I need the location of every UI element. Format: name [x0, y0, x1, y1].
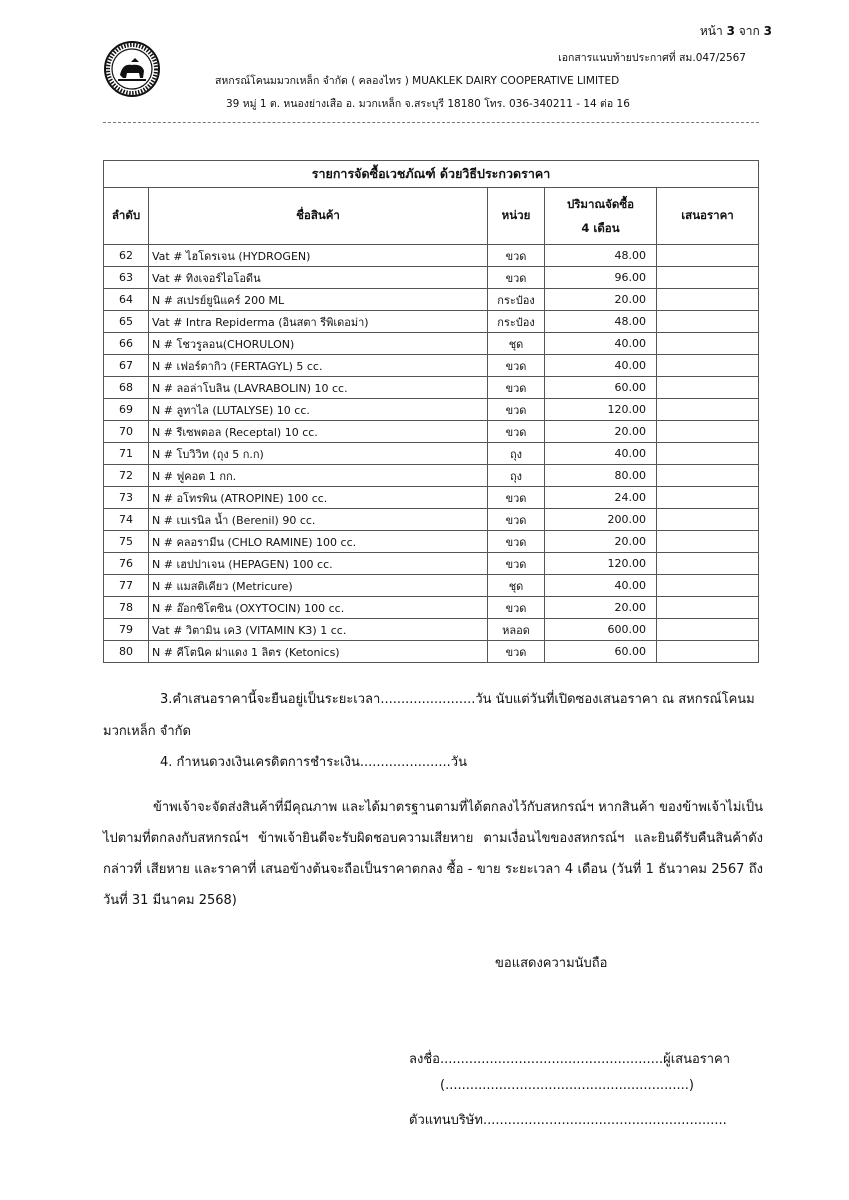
- cell-unit: ขวด: [488, 509, 545, 531]
- cell-price: [657, 377, 759, 399]
- cell-name: N # ลอล่าโบลิน (LAVRABOLIN) 10 cc.: [149, 377, 488, 399]
- cell-no: 78: [104, 597, 149, 619]
- cell-qty: 96.00: [545, 267, 657, 289]
- organization-name: สหกรณ์โคนมมวกเหล็ก จำกัด ( คลองไทร ) MUAKLEK DAIRY COOPERATIVE LIMITED: [215, 75, 620, 87]
- cell-name: N # โบวิวิท (ถุง 5 ก.ก): [149, 443, 488, 465]
- cell-unit: ชุด: [488, 333, 545, 355]
- cell-name: N # รีเซพตอล (Receptal) 10 cc.: [149, 421, 488, 443]
- cell-price: [657, 575, 759, 597]
- table-row: [104, 399, 759, 421]
- procurement-table: [103, 160, 759, 663]
- cell-no: 66: [104, 333, 149, 355]
- page-of-label: จาก: [738, 24, 760, 38]
- cell-name: N # คลอรามีน (CHLO RAMINE) 100 cc.: [149, 531, 488, 553]
- cell-name: Vat # Intra Repiderma (อินสตา รีพิเดอม่า): [149, 311, 488, 333]
- cell-unit: ขวด: [488, 531, 545, 553]
- cell-unit: หลอด: [488, 619, 545, 641]
- cell-qty: 40.00: [545, 333, 657, 355]
- signature-line: ลงชื่อ......................................................ผู้เสนอราคา: [409, 1052, 731, 1067]
- document-reference: เอกสารแนบท้ายประกาศที่ สม.047/2567: [558, 52, 746, 64]
- cell-name: N # คีโตนิค ฝาแดง 1 ลิตร (Ketonics): [149, 641, 488, 663]
- page-label: หน้า: [699, 24, 723, 38]
- cell-no: 70: [104, 421, 149, 443]
- table-row: [104, 245, 759, 267]
- table-row: [104, 311, 759, 333]
- cell-unit: ขวด: [488, 267, 545, 289]
- clause-4: 4. กำหนดวงเงินเครดิตการชำระเงิน......................วัน: [160, 755, 467, 770]
- cell-unit: ขวด: [488, 399, 545, 421]
- cell-name: N # อโทรพิน (ATROPINE) 100 cc.: [149, 487, 488, 509]
- cell-name: N # แมสติเคียว (Metricure): [149, 575, 488, 597]
- cell-unit: ขวด: [488, 641, 545, 663]
- table-row: [104, 355, 759, 377]
- cell-unit: ถุง: [488, 443, 545, 465]
- cell-qty: 20.00: [545, 531, 657, 553]
- cell-qty: 48.00: [545, 245, 657, 267]
- cell-qty: 20.00: [545, 289, 657, 311]
- cell-name: Vat # ไฮโดรเจน (HYDROGEN): [149, 245, 488, 267]
- cooperative-logo-icon: [103, 40, 161, 98]
- cell-no: 79: [104, 619, 149, 641]
- cell-price: [657, 311, 759, 333]
- cell-qty: 20.00: [545, 597, 657, 619]
- cell-price: [657, 641, 759, 663]
- agreement-paragraph: [103, 792, 763, 916]
- table-row: [104, 267, 759, 289]
- cell-qty: 120.00: [545, 553, 657, 575]
- cell-no: 71: [104, 443, 149, 465]
- cell-price: [657, 465, 759, 487]
- table-row: [104, 443, 759, 465]
- signature-name-line: (...........................................................): [440, 1078, 694, 1093]
- table-row: [104, 641, 759, 663]
- cell-qty: 600.00: [545, 619, 657, 641]
- company-representative-line: ตัวแทนบริษัท...........................................................: [409, 1113, 727, 1128]
- cell-unit: กระป๋อง: [488, 289, 545, 311]
- cell-price: [657, 267, 759, 289]
- cell-no: 76: [104, 553, 149, 575]
- header-qty-line1: ปริมาณจัดซื้อ: [566, 197, 635, 211]
- cell-name: N # เบเรนิล น้ำ (Berenil) 90 cc.: [149, 509, 488, 531]
- cell-qty: 40.00: [545, 443, 657, 465]
- table-row: [104, 553, 759, 575]
- table-row: [104, 575, 759, 597]
- table-row: [104, 333, 759, 355]
- cell-name: Vat # วิตามิน เค3 (VITAMIN K3) 1 cc.: [149, 619, 488, 641]
- cell-unit: ถุง: [488, 465, 545, 487]
- cell-no: 75: [104, 531, 149, 553]
- cell-name: N # อ๊อกซิโตซิน (OXYTOCIN) 100 cc.: [149, 597, 488, 619]
- cell-unit: ขวด: [488, 487, 545, 509]
- page-current: 3: [726, 24, 735, 38]
- cell-name: N # โชวรูลอน(CHORULON): [149, 333, 488, 355]
- cell-unit: ขวด: [488, 553, 545, 575]
- cell-no: 63: [104, 267, 149, 289]
- cell-name: N # สเปรย์ยูนิแคร์ 200 ML: [149, 289, 488, 311]
- cell-qty: 60.00: [545, 377, 657, 399]
- organization-address: 39 หมู่ 1 ต. หนองย่างเสือ อ. มวกเหล็ก จ.สระบุรี 18180 โทร. 036-340211 - 14 ต่อ 16: [226, 98, 630, 110]
- cell-no: 67: [104, 355, 149, 377]
- cell-unit: ชุด: [488, 575, 545, 597]
- closing-salutation: ขอแสดงความนับถือ: [495, 956, 608, 971]
- cell-qty: 120.00: [545, 399, 657, 421]
- cell-qty: 40.00: [545, 355, 657, 377]
- header-qty-line2: 4 เดือน: [581, 221, 620, 235]
- agreement-text: ข้าพเจ้าจะจัดส่งสินค้าที่มีคุณภาพ และได้มาตรฐานตามที่ได้ตกลงไว้กับสหกรณ์ฯ หากสินค้า ของข้าพเจ้าไม่เป็นไปตามที่ตกลงกับสหกรณ์ฯ ข้าพเจ้ายินดีจะรับผิดชอบความเสียหาย ตามเงื่อนไขของสหกรณ์ฯ และยินดีรับคืนสินค้าดังกล่าวที่ เสียหาย และราคาที่ เสนอข้างต้นจะถือเป็นราคาตกลง ซื้อ - ขาย ระยะเวลา 4 เดือน (วันที่ 1 ธันวาคม 2567 ถึงวันที่ 31 มีนาคม 2568): [103, 800, 763, 908]
- cell-price: [657, 597, 759, 619]
- cell-no: 68: [104, 377, 149, 399]
- cell-unit: ขวด: [488, 355, 545, 377]
- cell-name: N # เฟอร์ตากิว (FERTAGYL) 5 cc.: [149, 355, 488, 377]
- cell-unit: ขวด: [488, 377, 545, 399]
- cell-name: N # ฟูคอต 1 กก.: [149, 465, 488, 487]
- cell-name: N # ลูทาไล (LUTALYSE) 10 cc.: [149, 399, 488, 421]
- cell-qty: 200.00: [545, 509, 657, 531]
- cell-price: [657, 553, 759, 575]
- table-title: รายการจัดซื้อเวชภัณฑ์ ด้วยวิธีประกวดราคา: [104, 161, 759, 188]
- table-row: [104, 619, 759, 641]
- cell-unit: ขวด: [488, 421, 545, 443]
- table-row: [104, 509, 759, 531]
- cell-unit: กระป๋อง: [488, 311, 545, 333]
- cell-qty: 48.00: [545, 311, 657, 333]
- table-row: [104, 465, 759, 487]
- cell-qty: 20.00: [545, 421, 657, 443]
- cell-no: 64: [104, 289, 149, 311]
- table-row: [104, 289, 759, 311]
- cell-unit: ขวด: [488, 597, 545, 619]
- header-price: เสนอราคา: [657, 188, 759, 245]
- cell-no: 69: [104, 399, 149, 421]
- table-row: [104, 377, 759, 399]
- cell-price: [657, 289, 759, 311]
- cell-name: Vat # ทิงเจอร์ไอโอดีน: [149, 267, 488, 289]
- cell-no: 77: [104, 575, 149, 597]
- cell-no: 62: [104, 245, 149, 267]
- table-row: [104, 597, 759, 619]
- table-row: [104, 531, 759, 553]
- cell-price: [657, 531, 759, 553]
- cell-no: 80: [104, 641, 149, 663]
- header-no: ลำดับ: [104, 188, 149, 245]
- cell-price: [657, 443, 759, 465]
- page-total: 3: [763, 24, 772, 38]
- cell-qty: 40.00: [545, 575, 657, 597]
- cell-name: N # เฮปปาเจน (HEPAGEN) 100 cc.: [149, 553, 488, 575]
- cell-unit: ขวด: [488, 245, 545, 267]
- cell-price: [657, 355, 759, 377]
- cell-price: [657, 245, 759, 267]
- cell-price: [657, 487, 759, 509]
- cell-no: 74: [104, 509, 149, 531]
- page-number: [700, 22, 772, 41]
- cell-price: [657, 399, 759, 421]
- cell-price: [657, 421, 759, 443]
- cell-price: [657, 509, 759, 531]
- cell-no: 65: [104, 311, 149, 333]
- table-row: [104, 487, 759, 509]
- cell-qty: 60.00: [545, 641, 657, 663]
- header-qty: [545, 188, 657, 245]
- cell-qty: 80.00: [545, 465, 657, 487]
- header-name: ชื่อสินค้า: [149, 188, 488, 245]
- header-divider: [103, 122, 759, 123]
- clause-3-line1: 3.คำเสนอราคานี้จะยืนอยู่เป็นระยะเวลา.......................วัน นับแต่วันที่เปิดซองเสนอราคา ณ สหกรณ์โคนม: [160, 692, 755, 707]
- cell-no: 73: [104, 487, 149, 509]
- cell-no: 72: [104, 465, 149, 487]
- cell-qty: 24.00: [545, 487, 657, 509]
- clause-3-line2: มวกเหล็ก จำกัด: [103, 724, 191, 739]
- header-unit: หน่วย: [488, 188, 545, 245]
- table-row: [104, 421, 759, 443]
- cell-price: [657, 333, 759, 355]
- cell-price: [657, 619, 759, 641]
